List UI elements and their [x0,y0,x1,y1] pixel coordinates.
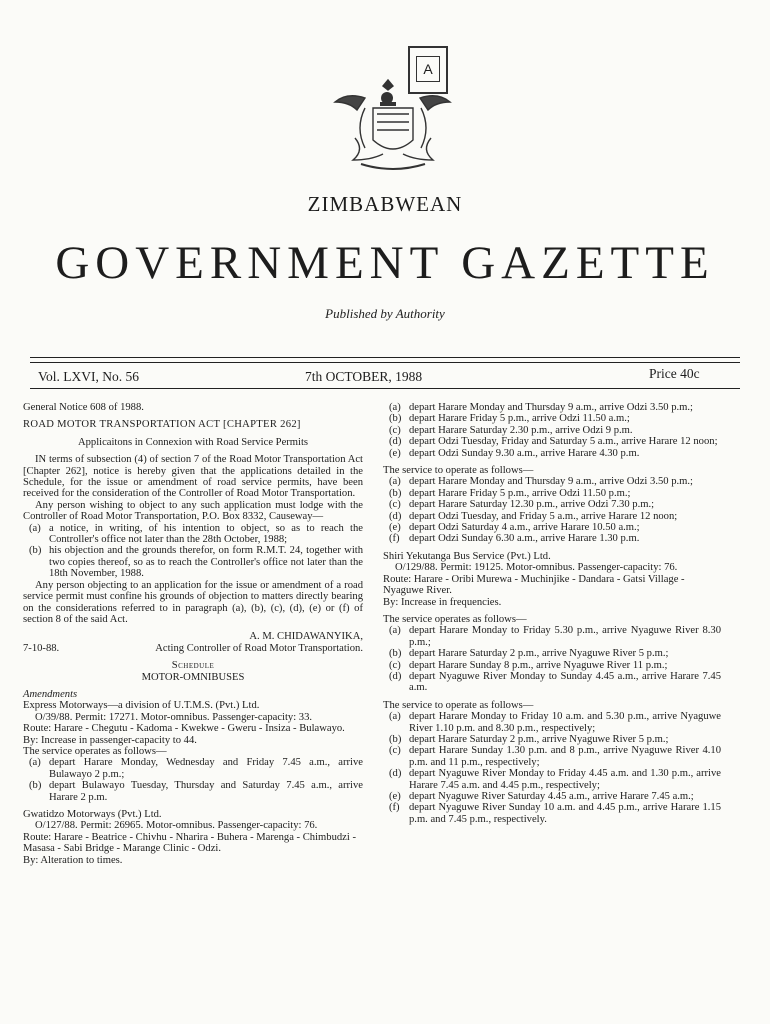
item-label: (d) [389,768,402,780]
list-item [389,734,721,745]
service-line: depart Bulawayo Tuesday, Thursday and Saturday 7.45 a.m., arrive Harare 2 p.m. [49,780,363,803]
list-item [389,511,721,522]
service-heading: The service operates as follows— [383,613,527,625]
notice-heading: Applicaitons in Connexion with Road Service Permits [77,436,309,448]
service-line: depart Harare Friday 5 p.m., arrive Odzi 11.50 a.m.; [409,413,630,425]
route-details: Route: Harare - Oribi Murewa - Muchinjike - Dandara - Gatsi Village - Nyaguwe River. [383,573,685,597]
list-item [389,425,721,436]
item-label: (c) [389,745,401,757]
list-item [389,522,721,533]
list-item: (a) a notice, in writing, of his intention to object, so as to reach the Controller's office not later than the 28th October, 1988; [29,522,363,546]
list-item: (b) depart Bulawayo Tuesday, Thursday and Saturday 7.45 a.m., arrive Harare 2 p.m. [29,780,363,803]
item-label: (c) [389,424,401,436]
objection-step-b: his objection and the grounds therefor, on form R.M.T. 24, together with two copies thereof, so as to reach the Controller's office not later than the 18th November, 1988. [49,545,363,580]
list-item [389,402,721,413]
publication-authority: Published by Authority [325,306,445,321]
act-title: ROAD MOTOR TRANSPORTATION ACT [CHAPTER 262] [23,419,301,431]
list-item [389,488,721,499]
item-label: (a) [389,625,401,637]
list-item [389,625,721,648]
signatory-title: Acting Controller of Road Motor Transportation. [155,642,363,654]
service-line: depart Odzi Tuesday, and Friday 5 a.m., arrive Harare 12 noon; [409,510,678,522]
objection-step-a: a notice, in writing, of his intention to object, so as to reach the Controller's office not later than the 28th October, 1988; [49,522,363,546]
service-line: depart Odzi Sunday 9.30 a.m., arrive Harare 4.30 p.m. [409,447,640,459]
service-line: depart Harare Monday and Thursday 9 a.m., arrive Odzi 3.50 p.m.; [409,402,693,413]
service-line: depart Nyaguwe River Monday to Sunday 4.45 a.m., arrive Harare 7.45 a.m. [409,670,721,694]
list-item: (b) his objection and the grounds therefor, on form R.M.T. 24, together with two copies thereof, so as to reach the Controller's office not later than the 18th November, 1988. [29,545,363,580]
signature-row [23,643,363,654]
operator-name: Express Motorways—a division of U.T.M.S. (Pvt.) Ltd. [23,700,260,712]
item-label: (e) [389,522,401,534]
list-item [389,533,721,544]
amendments-heading: Amendments [23,688,78,700]
signature-date: 7-10-88. [23,642,60,654]
gazette-title: GOVERNMENT GAZETTE [55,237,715,289]
permit-details: O/129/88. Permit: 19125. Motor-omnibus. Passenger-capacity: 76. [395,562,678,574]
list-item [389,476,721,487]
issue-date: 7th OCTOBER, 1988 [305,369,423,384]
notice-number: General Notice 608 of 1988. [23,402,144,413]
item-label: (b) [389,413,402,425]
service-line: depart Harare Saturday 2.30 p.m., arrive Odzi 9 p.m. [409,424,633,436]
operator-name: Gwatidzo Motorways (Pvt.) Ltd. [23,809,162,820]
service-heading: The service to operate as follows— [383,465,534,477]
service-line: depart Harare Monday to Friday 10 a.m. and 5.30 p.m., arrive Nyaguwe River 1.10 p.m. and 8.30 p.m., respectively; [409,711,721,734]
list-item [389,413,721,424]
amendment-reason: By: Increase in frequencies. [383,596,502,608]
service-line: depart Nyaguwe River Saturday 4.45 a.m., arrive Harare 7.45 a.m.; [409,791,694,802]
list-item [389,768,721,791]
item-label: (b) [389,733,402,745]
service-list-current [383,625,721,693]
list-item [389,660,721,671]
amendment-reason: By: Increase in passenger-capacity to 44. [23,734,197,746]
item-label: (d) [389,670,402,682]
stamp-letter: A [416,56,440,82]
left-column [23,402,363,866]
service-line: depart Odzi Saturday 4 a.m., arrive Harare 10.50 a.m.; [409,522,640,534]
service-line: depart Harare Saturday 12.30 p.m., arrive Odzi 7.30 p.m.; [409,499,655,511]
list-item [389,436,721,447]
service-line: depart Harare Monday and Thursday 9 a.m., arrive Odzi 3.50 p.m.; [409,476,693,488]
service-line: depart Odzi Tuesday, Friday and Saturday 5 a.m., arrive Harare 12 noon; [409,436,718,448]
service-list-proposed [383,476,721,544]
list-item [389,791,721,802]
service-line: depart Nyaguwe River Sunday 10 a.m. and 4.45 p.m., arrive Harare 1.15 p.m. and 7.45 p.m., respectively. [409,802,721,825]
notice-paragraph-3: Any person objecting to an application for the issue or amendment of a road service permit must confine his grounds of objection to matters directly bearing on the considerations referred to in paragraph (a), (b), (c), (d), (e) or (f) of section 8 of the said Act. [23,579,363,625]
item-label: (f) [389,802,400,814]
item-label: (f) [389,533,400,545]
top-rule [30,357,740,358]
item-label: (d) [389,436,402,448]
item-label: (a) [389,711,401,723]
service-line: depart Harare Saturday 2 p.m., arrive Nyaguwe River 5 p.m.; [409,648,669,660]
volume-number: Vol. LXVI, No. 56 [38,369,139,384]
list-item [389,448,721,459]
service-line: depart Nyaguwe River Monday to Friday 4.45 a.m. and 1.30 p.m., arrive Harare 7.45 a.m. and 4.45 p.m., respectively; [409,768,721,791]
service-list-proposed [383,711,721,825]
service-line: depart Harare Saturday 2 p.m., arrive Nyaguwe River 5 p.m.; [409,733,669,745]
route-details: Route: Harare - Beatrice - Chivhu - Nharira - Buhera - Marenga - Chimbudzi - Masasa - Sabi Bridge - Marange Clinic - Odzi. [23,831,356,855]
item-label: (a) [389,476,401,488]
item-label: (c) [389,659,401,671]
list-item [389,711,721,734]
permit-details: O/127/88. Permit: 26965. Motor-omnibus. Passenger-capacity: 76. [35,820,318,832]
list-item [389,648,721,659]
service-list-current [383,402,721,459]
item-label: (b) [389,487,402,499]
service-line: depart Harare Monday, Wednesday and Friday 7.45 a.m., arrive Bulawayo 2 p.m.; [49,757,363,780]
item-label: (c) [389,499,401,511]
coat-of-arms-emblem [325,78,460,178]
list-item: (a) depart Harare Monday, Wednesday and Friday 7.45 a.m., arrive Bulawayo 2 p.m.; [29,757,363,780]
route-details: Route: Harare - Chegutu - Kadoma - Kwekwe - Gweru - Insiza - Bulawayo. [23,723,345,735]
item-label: (a) [389,402,401,413]
amendment-reason: By: Alteration to times. [23,854,123,866]
item-label: (d) [389,510,402,522]
list-item [389,671,721,694]
notice-paragraph-1: IN terms of subsection (4) of section 7 of the Road Motor Transportation Act [Chapter 262], notice is hereby given that the applications detailed in the Schedule, for the issue or amendment of road service permits, have been received for the consideration of the Controller of Road Motor Transportation. [23,454,363,500]
service-line: depart Harare Monday to Friday 5.30 p.m., arrive Nyaguwe River 8.30 p.m.; [409,625,721,648]
country-heading: ZIMBABWEAN [307,192,463,216]
item-label: (e) [389,447,401,459]
issue-price: Price 40c [649,366,700,381]
list-item [389,802,721,825]
list-item [389,499,721,510]
schedule-category: MOTOR-OMNIBUSES [141,671,245,683]
service-line: depart Harare Sunday 8 p.m., arrive Nyaguwe River 11 p.m.; [409,659,668,671]
right-column [383,402,721,825]
service-line: depart Harare Friday 5 p.m., arrive Odzi 11.50 p.m.; [409,487,631,499]
schedule-heading: Schedule [171,660,215,672]
operator-name: Shiri Yekutanga Bus Service (Pvt.) Ltd. [383,550,551,562]
service-line: depart Odzi Sunday 6.30 a.m., arrive Harare 1.30 p.m. [409,533,640,545]
item-label: (e) [389,791,401,802]
service-heading: The service to operate as follows— [383,699,534,711]
service-heading: The service operates as follows— [23,745,167,757]
permit-details: O/39/88. Permit: 17271. Motor-omnibus. Passenger-capacity: 33. [35,711,313,723]
service-line: depart Harare Sunday 1.30 p.m. and 8 p.m., arrive Nyaguwe River 4.10 p.m. and 11 p.m., respectively; [409,745,721,768]
item-label: (b) [389,648,402,660]
notice-paragraph-2: Any person wishing to object to any such application must lodge with the Controller of Road Motor Transportation, P.O. Box 8332, Causeway— [23,499,363,523]
top-rule-thin [30,362,740,363]
signatory-name: A. M. CHIDAWANYIKA, [249,631,363,643]
bottom-rule [30,388,740,389]
list-item [389,745,721,768]
